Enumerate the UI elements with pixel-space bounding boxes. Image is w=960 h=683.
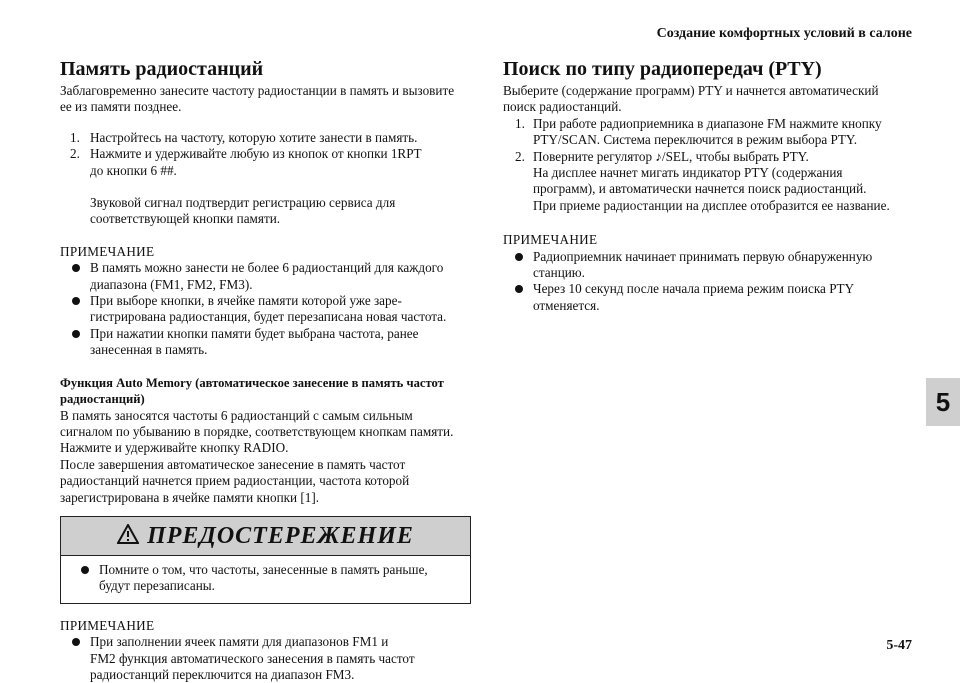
step-text: до кнопки 6 ##. xyxy=(90,162,177,178)
text-line: станцию. xyxy=(533,265,585,281)
step-item xyxy=(60,130,475,146)
step-item xyxy=(503,149,913,215)
step-number: 2. xyxy=(515,148,525,164)
note-item xyxy=(60,293,475,326)
text-line: FM2 функция автоматического занесения в память частот xyxy=(90,650,415,666)
step-text: Нажмите и удерживайте любую из кнопок от кнопки 1RPT xyxy=(90,146,422,162)
right-column xyxy=(503,58,913,314)
step-text: PTY/SCAN. Система переключится в режим выбора PTY. xyxy=(533,132,858,148)
text-line: поиск радиостанций. xyxy=(503,99,622,115)
text-line: После завершения автоматическое занесение в память частот xyxy=(60,456,406,472)
text-line: Помните о том, что частоты, занесенные в память раньше, xyxy=(99,561,428,577)
auto-memory-body xyxy=(60,408,475,506)
text-line: Заблаговременно занесите частоту радиостанции в память и вызовите xyxy=(60,83,455,98)
text-line: В память заносятся частоты 6 радиостанций с самым сильным xyxy=(60,407,413,423)
step-number: 2. xyxy=(70,146,80,162)
text-line: Функция Auto Memory (автоматическое занесение в память частот xyxy=(60,375,444,390)
text-line: будут перезаписаны. xyxy=(99,578,215,594)
text-line: Через 10 секунд после начала приема режим поиска PTY xyxy=(533,281,855,297)
steps-list xyxy=(60,130,475,179)
step-text: На дисплее начнет мигать индикатор PTY (содержания xyxy=(533,165,843,181)
note-list xyxy=(60,260,475,358)
step-text: При приеме радиостанции на дисплее отобразится ее название. xyxy=(533,197,890,213)
note-item xyxy=(60,326,475,359)
chapter-tab: 5 xyxy=(926,378,960,426)
note-heading: ПРИМЕЧАНИЕ xyxy=(60,617,155,633)
text-line: отменяется. xyxy=(533,297,600,313)
step-item xyxy=(60,146,475,179)
text-line: При нажатии кнопки памяти будет выбрана частота, ранее xyxy=(90,325,419,341)
warning-box xyxy=(60,516,471,604)
page-number: 5-47 xyxy=(886,638,912,653)
step-note xyxy=(90,195,475,228)
section-title-radio-memory: Память радиостанций xyxy=(60,58,264,80)
steps-list xyxy=(503,116,913,214)
text-line: гистрирована радиостанция, будет перезаписана новая частота. xyxy=(90,309,447,325)
step-text: При работе радиоприемника в диапазоне FM нажмите кнопку xyxy=(533,115,882,131)
text-line: сигналом по убыванию в порядке, соответствующем кнопкам памяти. xyxy=(60,423,454,439)
text-line: В память можно занести не более 6 радиостанций для каждого xyxy=(90,260,444,276)
warning-header xyxy=(61,517,470,556)
step-number: 1. xyxy=(70,129,80,145)
text-line: Звуковой сигнал подтвердит регистрацию сервиса для xyxy=(90,195,396,211)
text-line: Выберите (содержание программ) PTY и начнется автоматический xyxy=(503,83,879,98)
text-line: радиостанций переключится на диапазон FM3. xyxy=(90,666,355,682)
warning-body xyxy=(61,556,470,603)
warning-item xyxy=(69,562,462,595)
step-item xyxy=(503,116,913,149)
note-heading: ПРИМЕЧАНИЕ xyxy=(60,243,155,259)
intro-paragraph xyxy=(60,83,475,116)
step-text: Поверните регулятор ♪/SEL, чтобы выбрать PTY. xyxy=(533,148,809,164)
text-line: Радиоприемник начинает принимать первую обнаруженную xyxy=(533,248,873,264)
note-heading: ПРИМЕЧАНИЕ xyxy=(503,232,598,248)
text-line: При выборе кнопки, в ячейке памяти которой уже заре- xyxy=(90,293,402,309)
text-line: радиостанций начнется прием радиостанции, частота которой xyxy=(60,473,410,489)
warning-title: ПРЕДОСТЕРЕЖЕНИЕ xyxy=(147,522,414,549)
warning-triangle-icon xyxy=(117,524,139,548)
text-line: соответствующей кнопки памяти. xyxy=(90,211,281,227)
page-header-title: Создание комфортных условий в салоне xyxy=(656,26,912,41)
text-line: ее из памяти позднее. xyxy=(60,99,182,115)
text-line: диапазона (FM1, FM2, FM3). xyxy=(90,276,253,292)
note-list xyxy=(60,634,475,683)
auto-memory-subheading xyxy=(60,375,475,408)
intro-paragraph xyxy=(503,83,913,116)
note-item xyxy=(60,260,475,293)
section-title-pty-search: Поиск по типу радиопередач (PTY) xyxy=(503,58,822,80)
text-line: занесенная в память. xyxy=(90,342,208,358)
text-line: При заполнении ячеек памяти для диапазонов FM1 и xyxy=(90,634,389,650)
note-item xyxy=(60,634,475,683)
left-column xyxy=(60,58,475,683)
note-item xyxy=(503,281,913,314)
step-number: 1. xyxy=(515,115,525,131)
step-text: программ), и автоматически начнется поиск радиостанций. xyxy=(533,181,867,197)
note-item xyxy=(503,249,913,282)
text-line: Нажмите и удерживайте кнопку RADIO. xyxy=(60,440,289,456)
step-text: Настройтесь на частоту, которую хотите занести в память. xyxy=(90,129,418,145)
note-list xyxy=(503,249,913,315)
text-line: зарегистрирована в ячейке памяти кнопки [1]. xyxy=(60,489,320,505)
text-line: радиостанций) xyxy=(60,392,145,407)
